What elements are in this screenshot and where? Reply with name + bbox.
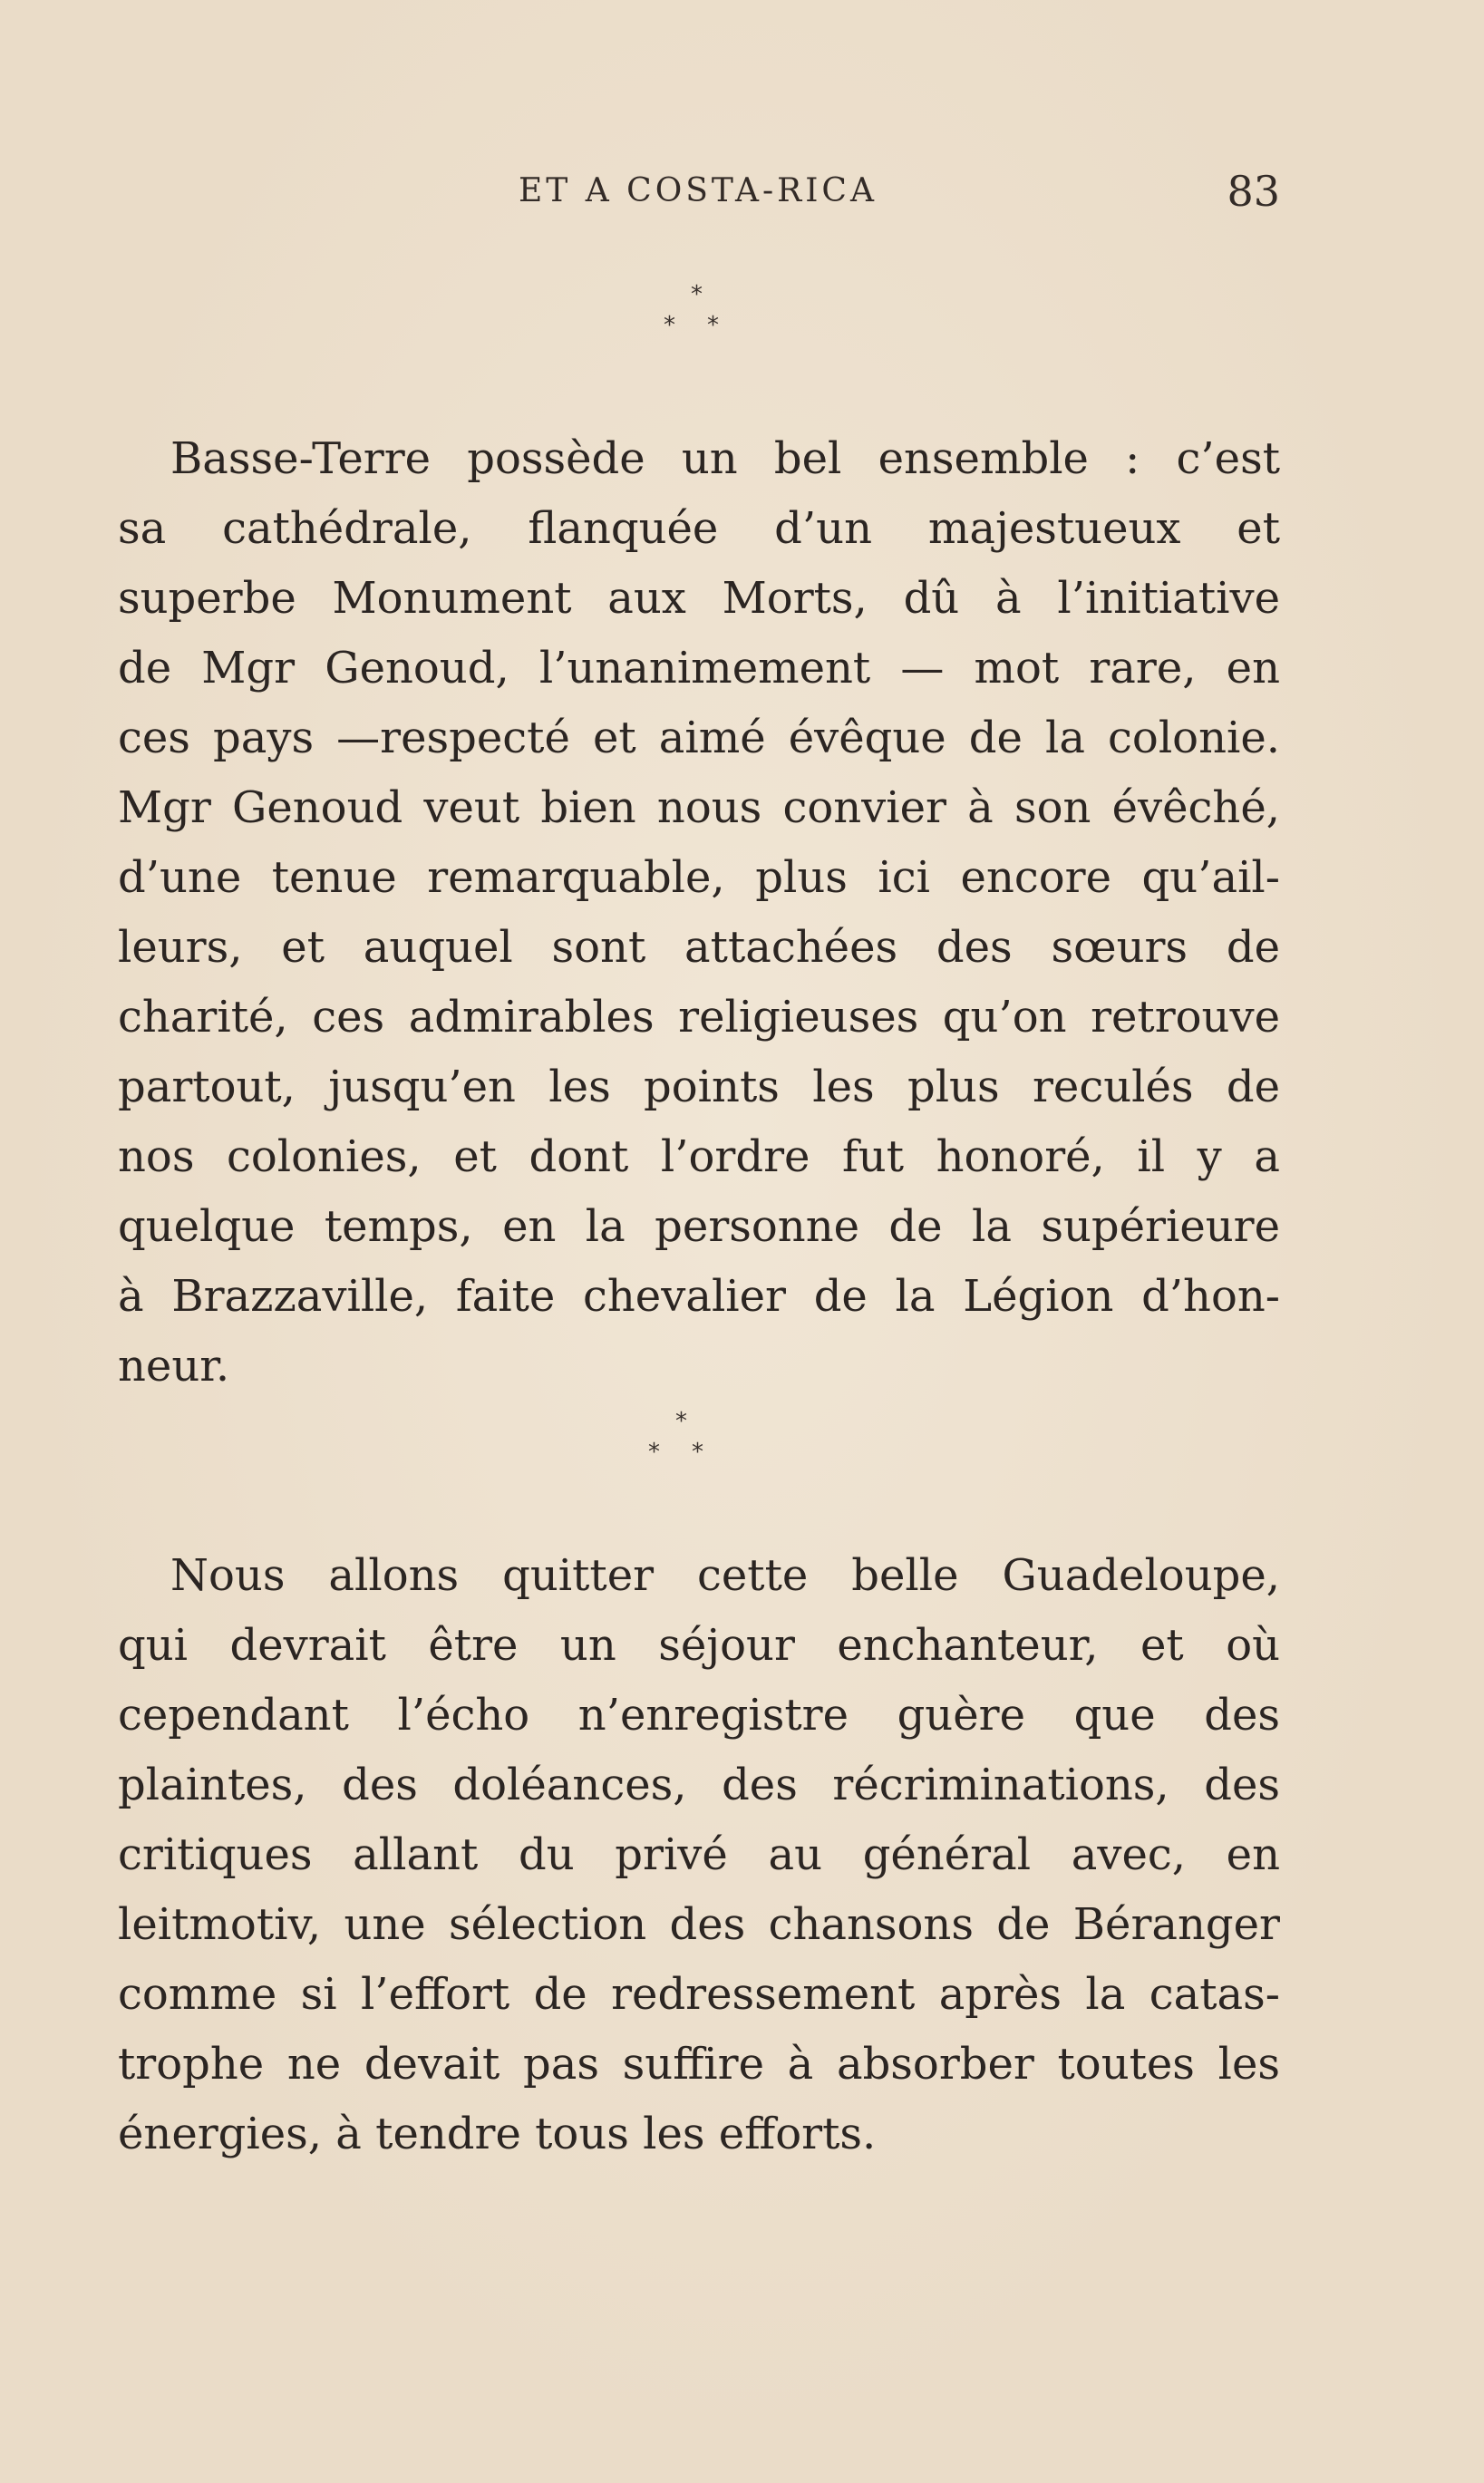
- text-line: partout, jusqu’en les points les plus reculés de: [118, 1062, 1280, 1112]
- text-line: Nous allons quitter cette belle Guadeloupe,: [170, 1550, 1280, 1601]
- asterisk-icon: *: [664, 312, 675, 339]
- text-line: critiques allant du privé au général avec, en: [118, 1829, 1280, 1880]
- asterisk-icon: *: [707, 312, 719, 339]
- text-line: trophe ne devait pas suffire à absorber toutes les: [118, 2039, 1280, 2090]
- text-line: Mgr Genoud veut bien nous convier à son évêché,: [118, 782, 1280, 833]
- asterisk-icon: *: [691, 281, 703, 308]
- running-head: [118, 167, 1280, 227]
- paragraph-1: [118, 424, 1280, 1402]
- text-line: énergies, à tendre tous les efforts.: [118, 2109, 877, 2159]
- page-number: 83: [1227, 167, 1280, 216]
- text-line: plaintes, des doléances, des récriminations, des: [118, 1760, 1280, 1810]
- text-line: leitmotiv, une sélection des chansons de Béranger: [118, 1899, 1280, 1950]
- asterisk-icon: *: [675, 1408, 687, 1435]
- text-line: leurs, et auquel sont attachées des sœurs de: [118, 922, 1280, 973]
- text-line: d’une tenue remarquable, plus ici encore qu’ail-: [118, 852, 1280, 903]
- asterism-separator-2: [648, 1410, 721, 1473]
- text-line: ces pays —respecté et aimé évêque de la colonie.: [118, 713, 1280, 763]
- asterisk-icon: *: [648, 1439, 660, 1466]
- text-line: à Brazzaville, faite chevalier de la Légion d’hon-: [118, 1271, 1280, 1322]
- text-line: qui devrait être un séjour enchanteur, et où: [118, 1620, 1280, 1671]
- text-line: de Mgr Genoud, l’unanimement — mot rare, en: [118, 643, 1280, 693]
- asterism-separator-1: [664, 283, 736, 346]
- text-line: superbe Monument aux Morts, dû à l’initiative: [118, 573, 1280, 624]
- text-line: charité, ces admirables religieuses qu’on retrouve: [118, 992, 1280, 1043]
- text-line: sa cathédrale, flanquée d’un majestueux et: [118, 503, 1280, 554]
- running-head-title: ET A COSTA-RICA: [519, 172, 878, 209]
- text-line: cependant l’écho n’enregistre guère que des: [118, 1690, 1280, 1741]
- text-line: neur.: [118, 1341, 230, 1392]
- text-line: nos colonies, et dont l’ordre fut honoré, il y a: [118, 1131, 1280, 1182]
- text-line: Basse-Terre possède un bel ensemble : c’est: [170, 433, 1280, 484]
- text-line: quelque temps, en la personne de la supérieure: [118, 1201, 1280, 1252]
- paragraph-2: [118, 1541, 1280, 2169]
- text-line: comme si l’effort de redressement après la catas-: [118, 1969, 1280, 2020]
- asterisk-icon: *: [692, 1439, 703, 1466]
